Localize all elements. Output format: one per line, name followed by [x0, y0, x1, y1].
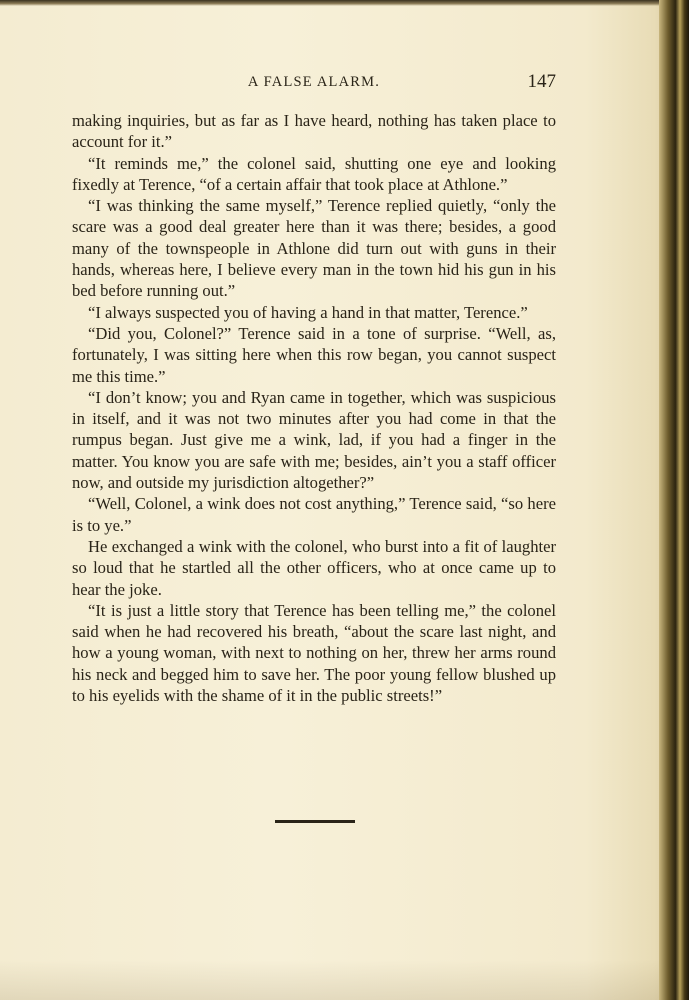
- page-number: 147: [527, 71, 556, 92]
- paragraph: “It reminds me,” the colonel said, shutting one eye and looking fixedly at Terence, “of a certain affair that took place at Athlone.”: [72, 153, 556, 194]
- paragraph: He exchanged a wink with the colonel, who burst into a fit of laughter so loud that he startled all the other officers, who at once came up to hear the joke.: [72, 536, 556, 599]
- book-spine-edge: [659, 0, 689, 1000]
- page-bottom-shade: [0, 960, 660, 1000]
- paragraph: “I don’t know; you and Ryan came in together, which was suspicious in itself, and it was not two minutes after you had come in that the rumpus began. Just give me a wink, lad, if you had a finger in the matter. You know you are safe with me; besides, ain’t you a staff officer now, and outside my jurisdiction altogether?”: [72, 387, 556, 493]
- paragraph: “It is just a little story that Terence has been telling me,” the colonel said when he had recovered his breath, “about the scare last night, and how a young woman, with next to nothing on her, threw her arms round his neck and begged him to save her. The poor young fellow blushed up to his eyelids with the shame of it in the public streets!”: [72, 600, 556, 706]
- page-top-edge: [0, 0, 689, 6]
- paragraph: “I always suspected you of having a hand in that matter, Terence.”: [88, 302, 528, 322]
- paragraph: “Well, Colonel, a wink does not cost anything,” Terence said, “so here is to ye.”: [72, 494, 556, 535]
- section-end-rule: [275, 820, 355, 823]
- running-title: A FALSE ALARM.: [247, 74, 381, 90]
- paragraph: “Did you, Colonel?” Terence said in a tone of surprise. “Well, as, fortunately, I was sitting here when this row began, you cannot suspect me this time.”: [72, 323, 556, 386]
- running-head: [72, 71, 556, 98]
- body-text: [72, 110, 556, 706]
- paragraph: “I was thinking the same myself,” Terence replied quietly, “only the scare was a good deal greater here than it was there; besides, a good many of the townspeople in Athlone did turn out with guns in their hands, whereas here, I believe every man in the town hid his gun in his bed before running out.”: [72, 196, 556, 301]
- paragraph: making inquiries, but as far as I have heard, nothing has taken place to account for it.”: [72, 111, 556, 152]
